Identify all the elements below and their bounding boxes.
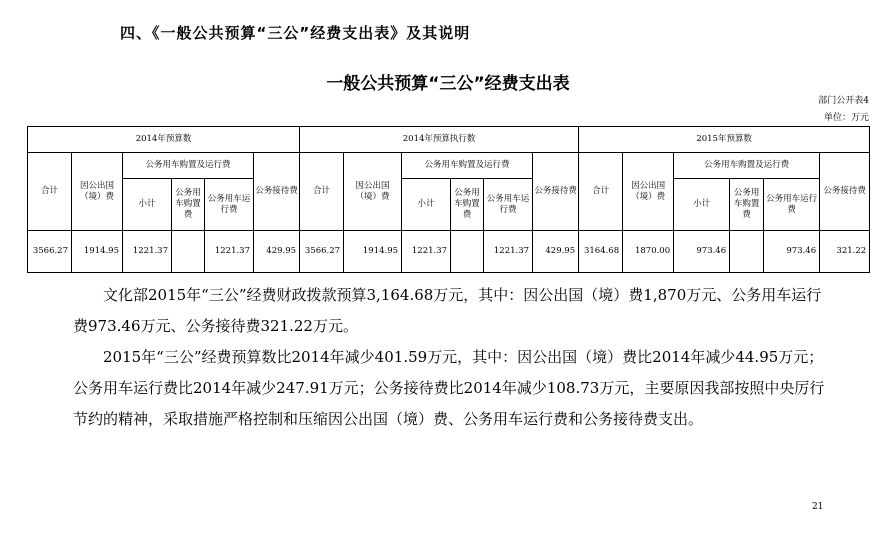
header-abroad: 因公出国（境）费	[344, 153, 402, 231]
paragraph-budget-summary: 文化部2015年“三公”经费财政拨款预算3,164.68万元，其中：因公出国（境）费1,870万元、公务用车运行费973.46万元、公务接待费321.22万元。	[73, 286, 822, 335]
cell-reception: 429.95	[254, 231, 300, 273]
cell-operation: 1221.37	[205, 231, 254, 273]
subheader-row	[28, 153, 870, 179]
header-reception: 公务接待费	[820, 153, 870, 231]
cell-operation: 1221.37	[484, 231, 533, 273]
section-heading: 四、《一般公共预算“三公”经费支出表》及其说明	[120, 24, 471, 42]
header-operation: 公务用车运行费	[484, 179, 533, 231]
page-number: 21	[812, 502, 824, 512]
header-total: 合计	[28, 153, 72, 231]
cell-purchase	[730, 231, 764, 273]
header-vehicle-group: 公务用车购置及运行费	[123, 153, 254, 179]
header-subtotal: 小计	[123, 179, 172, 231]
header-abroad: 因公出国（境）费	[72, 153, 123, 231]
cell-reception: 321.22	[820, 231, 870, 273]
cell-purchase	[451, 231, 484, 273]
cell-total: 3566.27	[28, 231, 72, 273]
subheader-row-2	[28, 179, 870, 231]
cell-abroad: 1870.00	[623, 231, 674, 273]
cell-purchase	[172, 231, 205, 273]
header-vehicle-group: 公务用车购置及运行费	[402, 153, 533, 179]
header-purchase: 公务用车购置费	[730, 179, 764, 231]
cell-subtotal: 1221.37	[402, 231, 451, 273]
group-header: 2014年预算数	[28, 127, 300, 153]
cell-subtotal: 1221.37	[123, 231, 172, 273]
header-purchase: 公务用车购置费	[451, 179, 484, 231]
group-header-row	[28, 127, 870, 153]
cell-abroad: 1914.95	[344, 231, 402, 273]
header-total: 合计	[300, 153, 344, 231]
header-subtotal: 小计	[402, 179, 451, 231]
header-abroad: 因公出国（境）费	[623, 153, 674, 231]
group-header: 2015年预算数	[579, 127, 870, 153]
header-total: 合计	[579, 153, 623, 231]
cell-subtotal: 973.46	[674, 231, 730, 273]
form-code: 部门公开表4	[818, 96, 869, 106]
unit-label: 单位：万元	[823, 113, 869, 123]
group-header: 2014年预算执行数	[300, 127, 579, 153]
table-title: 一般公共预算“三公”经费支出表	[326, 74, 570, 94]
expense-table	[27, 126, 870, 273]
header-subtotal: 小计	[674, 179, 730, 231]
header-operation: 公务用车运行费	[764, 179, 820, 231]
cell-operation: 973.46	[764, 231, 820, 273]
cell-total: 3566.27	[300, 231, 344, 273]
paragraph-budget-comparison: 2015年“三公”经费预算数比2014年减少401.59万元，其中：因公出国（境）费比2014年减少44.95万元；公务用车运行费比2014年减少247.91万元；公务接待费比2014年减少108.73万元，主要原因我部按照中央厉行节约的精神，采取措施严格控制和压缩因公出国（境）费、公务用车运行费和公务接待费支出。	[73, 348, 825, 428]
header-purchase: 公务用车购置费	[172, 179, 205, 231]
header-vehicle-group: 公务用车购置及运行费	[674, 153, 820, 179]
header-reception: 公务接待费	[254, 153, 300, 231]
table-row	[28, 231, 870, 273]
cell-abroad: 1914.95	[72, 231, 123, 273]
cell-total: 3164.68	[579, 231, 623, 273]
cell-reception: 429.95	[533, 231, 579, 273]
header-operation: 公务用车运行费	[205, 179, 254, 231]
header-reception: 公务接待费	[533, 153, 579, 231]
